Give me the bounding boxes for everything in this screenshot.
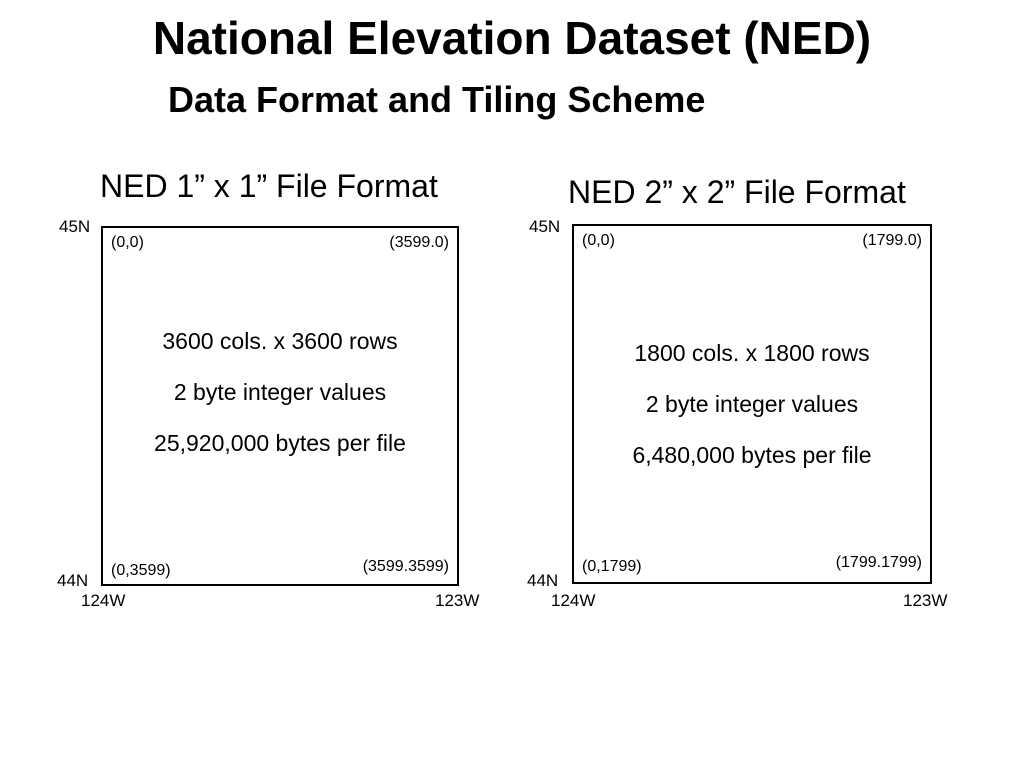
tile-box — [101, 226, 459, 586]
corner-bottom-right: (1799.1799) — [835, 554, 922, 571]
spec-file-size: 6,480,000 bytes per file — [632, 442, 872, 468]
slide-subtitle: Data Format and Tiling Scheme — [168, 79, 706, 120]
corner-top-right: (3599.0) — [389, 234, 449, 251]
tile-specs — [103, 328, 457, 481]
lat-bottom-label: 44N — [527, 571, 559, 590]
corner-top-left: (0,0) — [582, 232, 615, 249]
tile-specs — [574, 340, 930, 493]
corner-bottom-left: (0,3599) — [111, 562, 171, 579]
ned-1x1-panel — [45, 160, 515, 630]
lat-bottom-label: 44N — [57, 571, 89, 590]
lat-top-label: 45N — [529, 217, 561, 236]
spec-value-type: 2 byte integer values — [173, 379, 387, 405]
lon-left-label: 124W — [81, 591, 126, 610]
corner-top-left: (0,0) — [111, 234, 144, 251]
slide-title: National Elevation Dataset (NED) — [152, 12, 872, 64]
lon-right-label: 123W — [435, 591, 480, 610]
panel-title: NED 1” x 1” File Format — [100, 168, 438, 204]
corner-top-right: (1799.0) — [862, 232, 922, 249]
lon-left-label: 124W — [551, 591, 596, 610]
lon-right-label: 123W — [903, 591, 948, 610]
corner-bottom-right: (3599.3599) — [362, 558, 449, 575]
lat-top-label: 45N — [59, 217, 91, 236]
corner-bottom-left: (0,1799) — [582, 558, 642, 575]
ned-2x2-panel — [515, 160, 985, 630]
panel-title: NED 2” x 2” File Format — [568, 174, 906, 210]
spec-file-size: 25,920,000 bytes per file — [154, 430, 406, 456]
tile-box — [572, 224, 932, 584]
spec-dimensions: 3600 cols. x 3600 rows — [162, 328, 398, 354]
spec-dimensions: 1800 cols. x 1800 rows — [634, 340, 870, 366]
spec-value-type: 2 byte integer values — [645, 391, 859, 417]
